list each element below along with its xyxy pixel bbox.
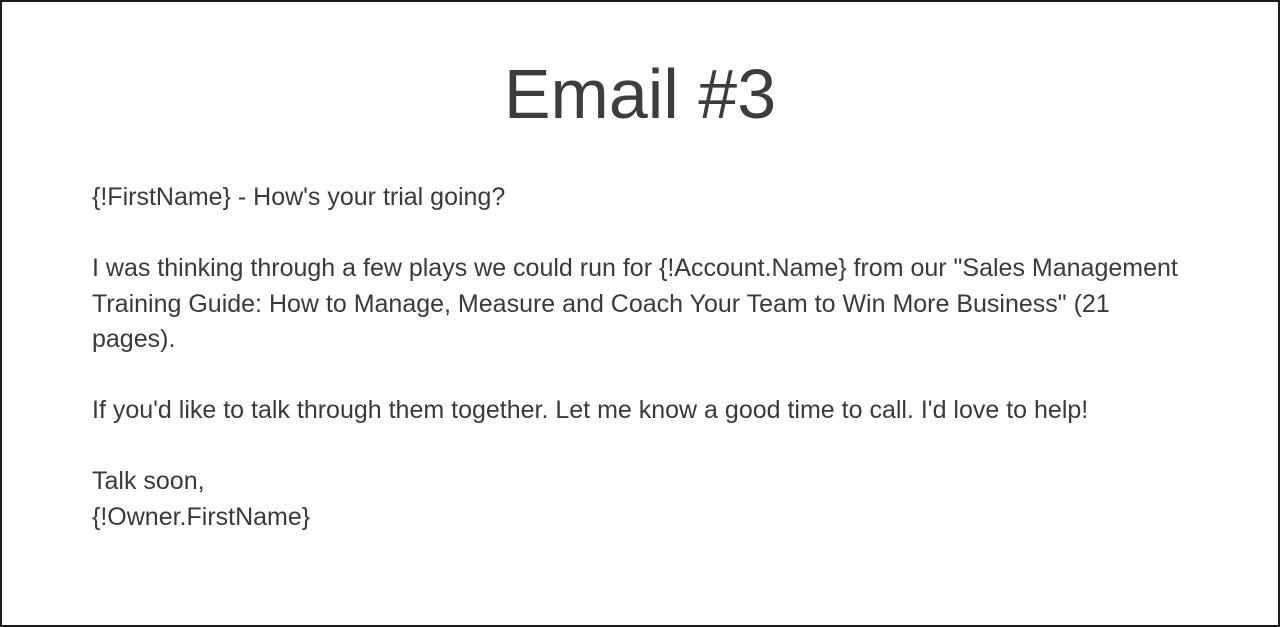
email-closing: Talk soon, xyxy=(92,467,205,495)
email-title: Email #3 xyxy=(503,55,777,133)
email-paragraph-1: I was thinking through a few plays we could run for {!Account.Name} from our "Sales Management Training Guide: How to Manage, Measure and Coach Your Team to Win More Business" (21 pages). xyxy=(92,254,1178,353)
email-signoff xyxy=(92,464,1182,535)
email-paragraph-2: If you'd like to talk through them together. Let me know a good time to call. I'd love to help! xyxy=(92,396,1089,424)
email-signature: {!Owner.FirstName} xyxy=(92,502,311,531)
email-greeting: {!FirstName} - How's your trial going? xyxy=(92,183,506,211)
email-body xyxy=(92,180,1182,535)
